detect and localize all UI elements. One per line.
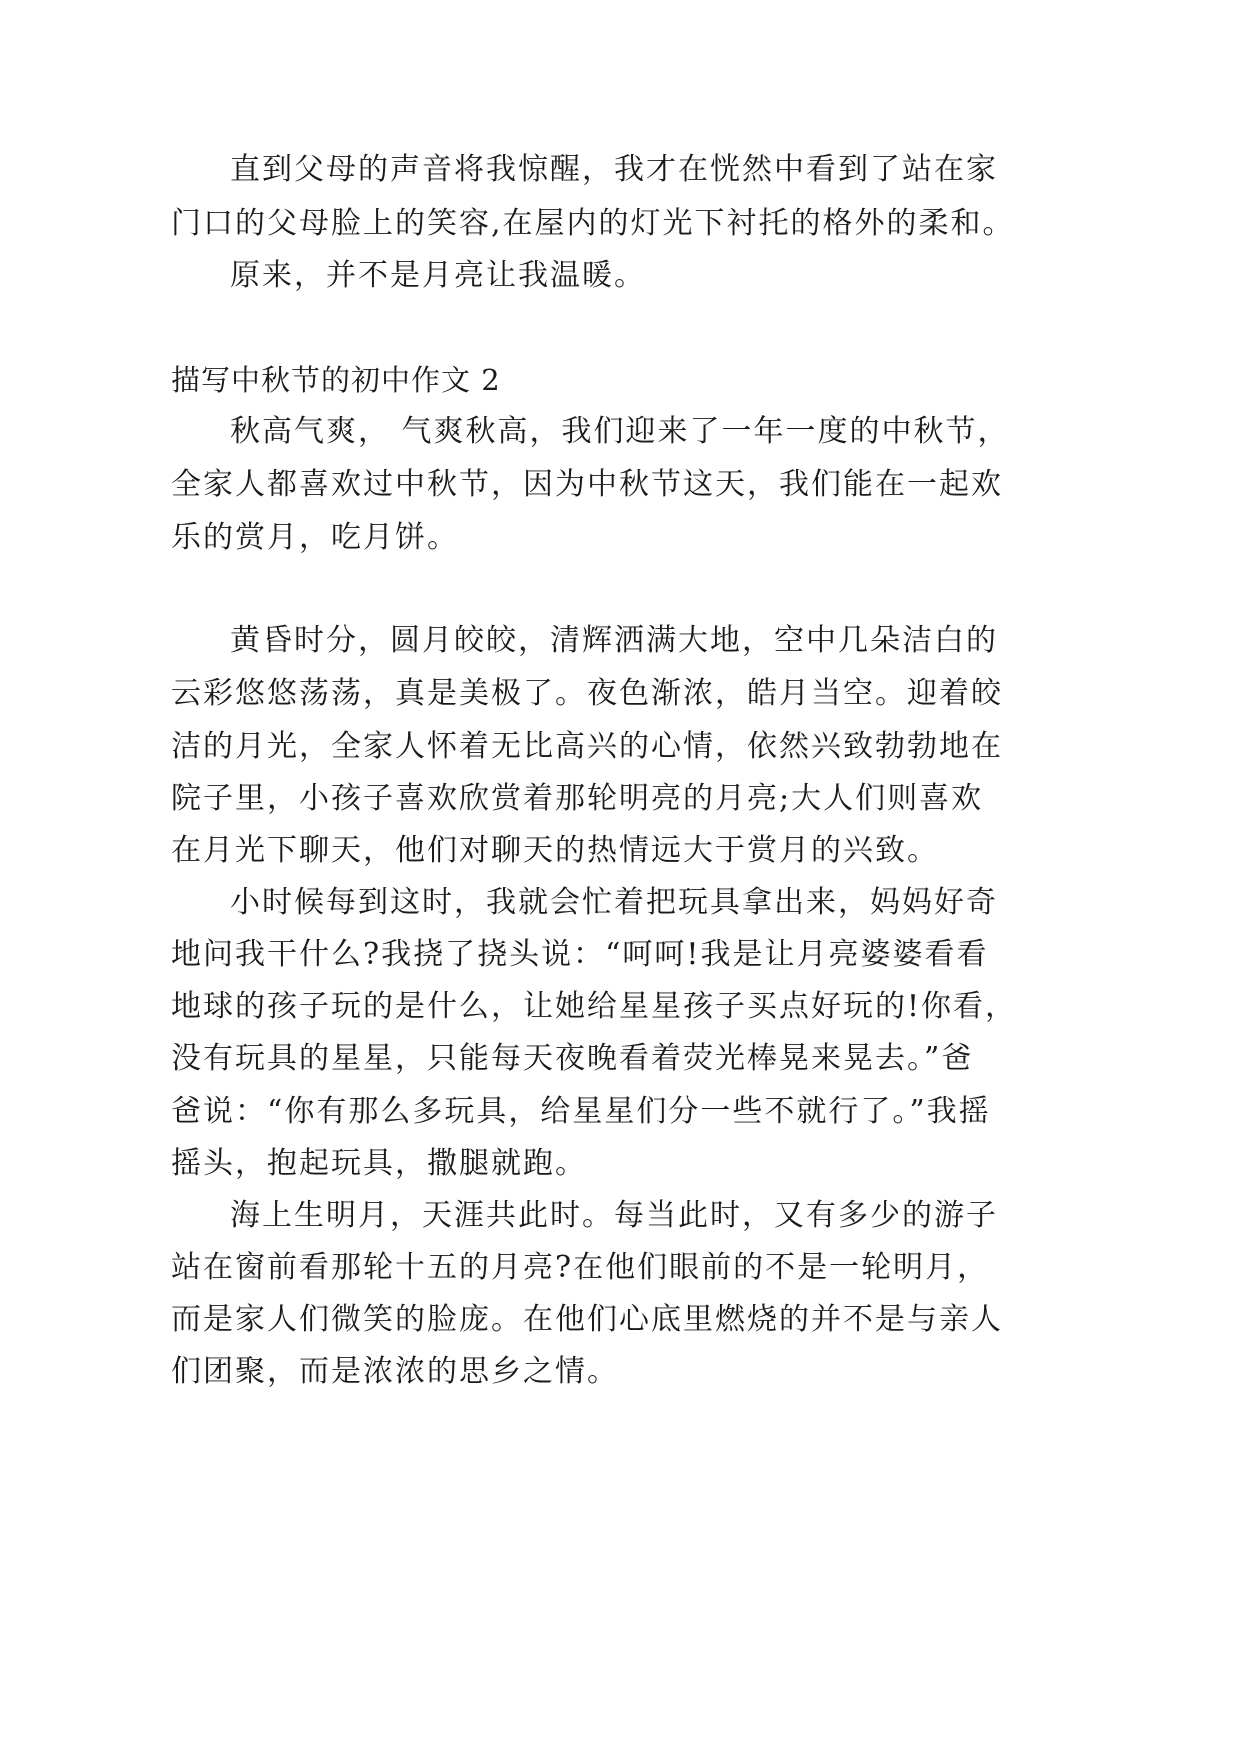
paragraph-3-line-1: 秋高气爽， 气爽秋高，我们迎来了一年一度的中秋节， bbox=[230, 414, 1010, 449]
paragraph-2-line-1: 原来，并不是月亮让我温暖。 bbox=[230, 258, 646, 293]
paragraph-5-line-2: 地问我干什么?我挠了挠头说：“呵呵!我是让月亮婆婆看看 bbox=[171, 937, 989, 972]
paragraph-4-line-2: 云彩悠悠荡荡，真是美极了。夜色渐浓，皓月当空。迎着皎 bbox=[171, 676, 1003, 711]
paragraph-4-line-1: 黄昏时分，圆月皎皎，清辉洒满大地，空中几朵洁白的 bbox=[230, 623, 998, 658]
paragraph-3-line-2: 全家人都喜欢过中秋节，因为中秋节这天，我们能在一起欢 bbox=[171, 467, 1003, 502]
paragraph-5-line-1: 小时候每到这时，我就会忙着把玩具拿出来，妈妈好奇 bbox=[230, 885, 998, 920]
paragraph-5-line-4: 没有玩具的星星，只能每天夜晚看着荧光棒晃来晃去。”爸 bbox=[171, 1041, 974, 1076]
paragraph-1-line-2: 门口的父母脸上的笑容,在屋内的灯光下衬托的格外的柔和。 bbox=[171, 206, 1015, 241]
paragraph-4-line-3: 洁的月光，全家人怀着无比高兴的心情，依然兴致勃勃地在 bbox=[171, 729, 1003, 764]
paragraph-6-line-3: 而是家人们微笑的脸庞。在他们心底里燃烧的并不是与亲人 bbox=[171, 1302, 1003, 1337]
paragraph-6-line-1: 海上生明月，天涯共此时。每当此时，又有多少的游子 bbox=[230, 1198, 998, 1233]
paragraph-1-line-1: 直到父母的声音将我惊醒，我才在恍然中看到了站在家 bbox=[230, 152, 998, 187]
paragraph-6-line-4: 们团聚，而是浓浓的思乡之情。 bbox=[171, 1354, 619, 1389]
section-title: 描写中秋节的初中作文 2 bbox=[171, 363, 501, 397]
paragraph-5-line-5: 爸说：“你有那么多玩具，给星星们分一些不就行了。”我摇 bbox=[171, 1094, 991, 1129]
paragraph-6-line-2: 站在窗前看那轮十五的月亮?在他们眼前的不是一轮明月， bbox=[171, 1250, 990, 1285]
paragraph-3-line-3: 乐的赏月，吃月饼。 bbox=[171, 520, 459, 555]
paragraph-5-line-6: 摇头，抱起玩具，撒腿就跑。 bbox=[171, 1146, 587, 1181]
paragraph-4-line-4: 院子里，小孩子喜欢欣赏着那轮明亮的月亮;大人们则喜欢 bbox=[171, 781, 984, 816]
paragraph-5-line-3: 地球的孩子玩的是什么，让她给星星孩子买点好玩的!你看， bbox=[171, 989, 1018, 1024]
paragraph-4-line-5: 在月光下聊天，他们对聊天的热情远大于赏月的兴致。 bbox=[171, 833, 939, 868]
